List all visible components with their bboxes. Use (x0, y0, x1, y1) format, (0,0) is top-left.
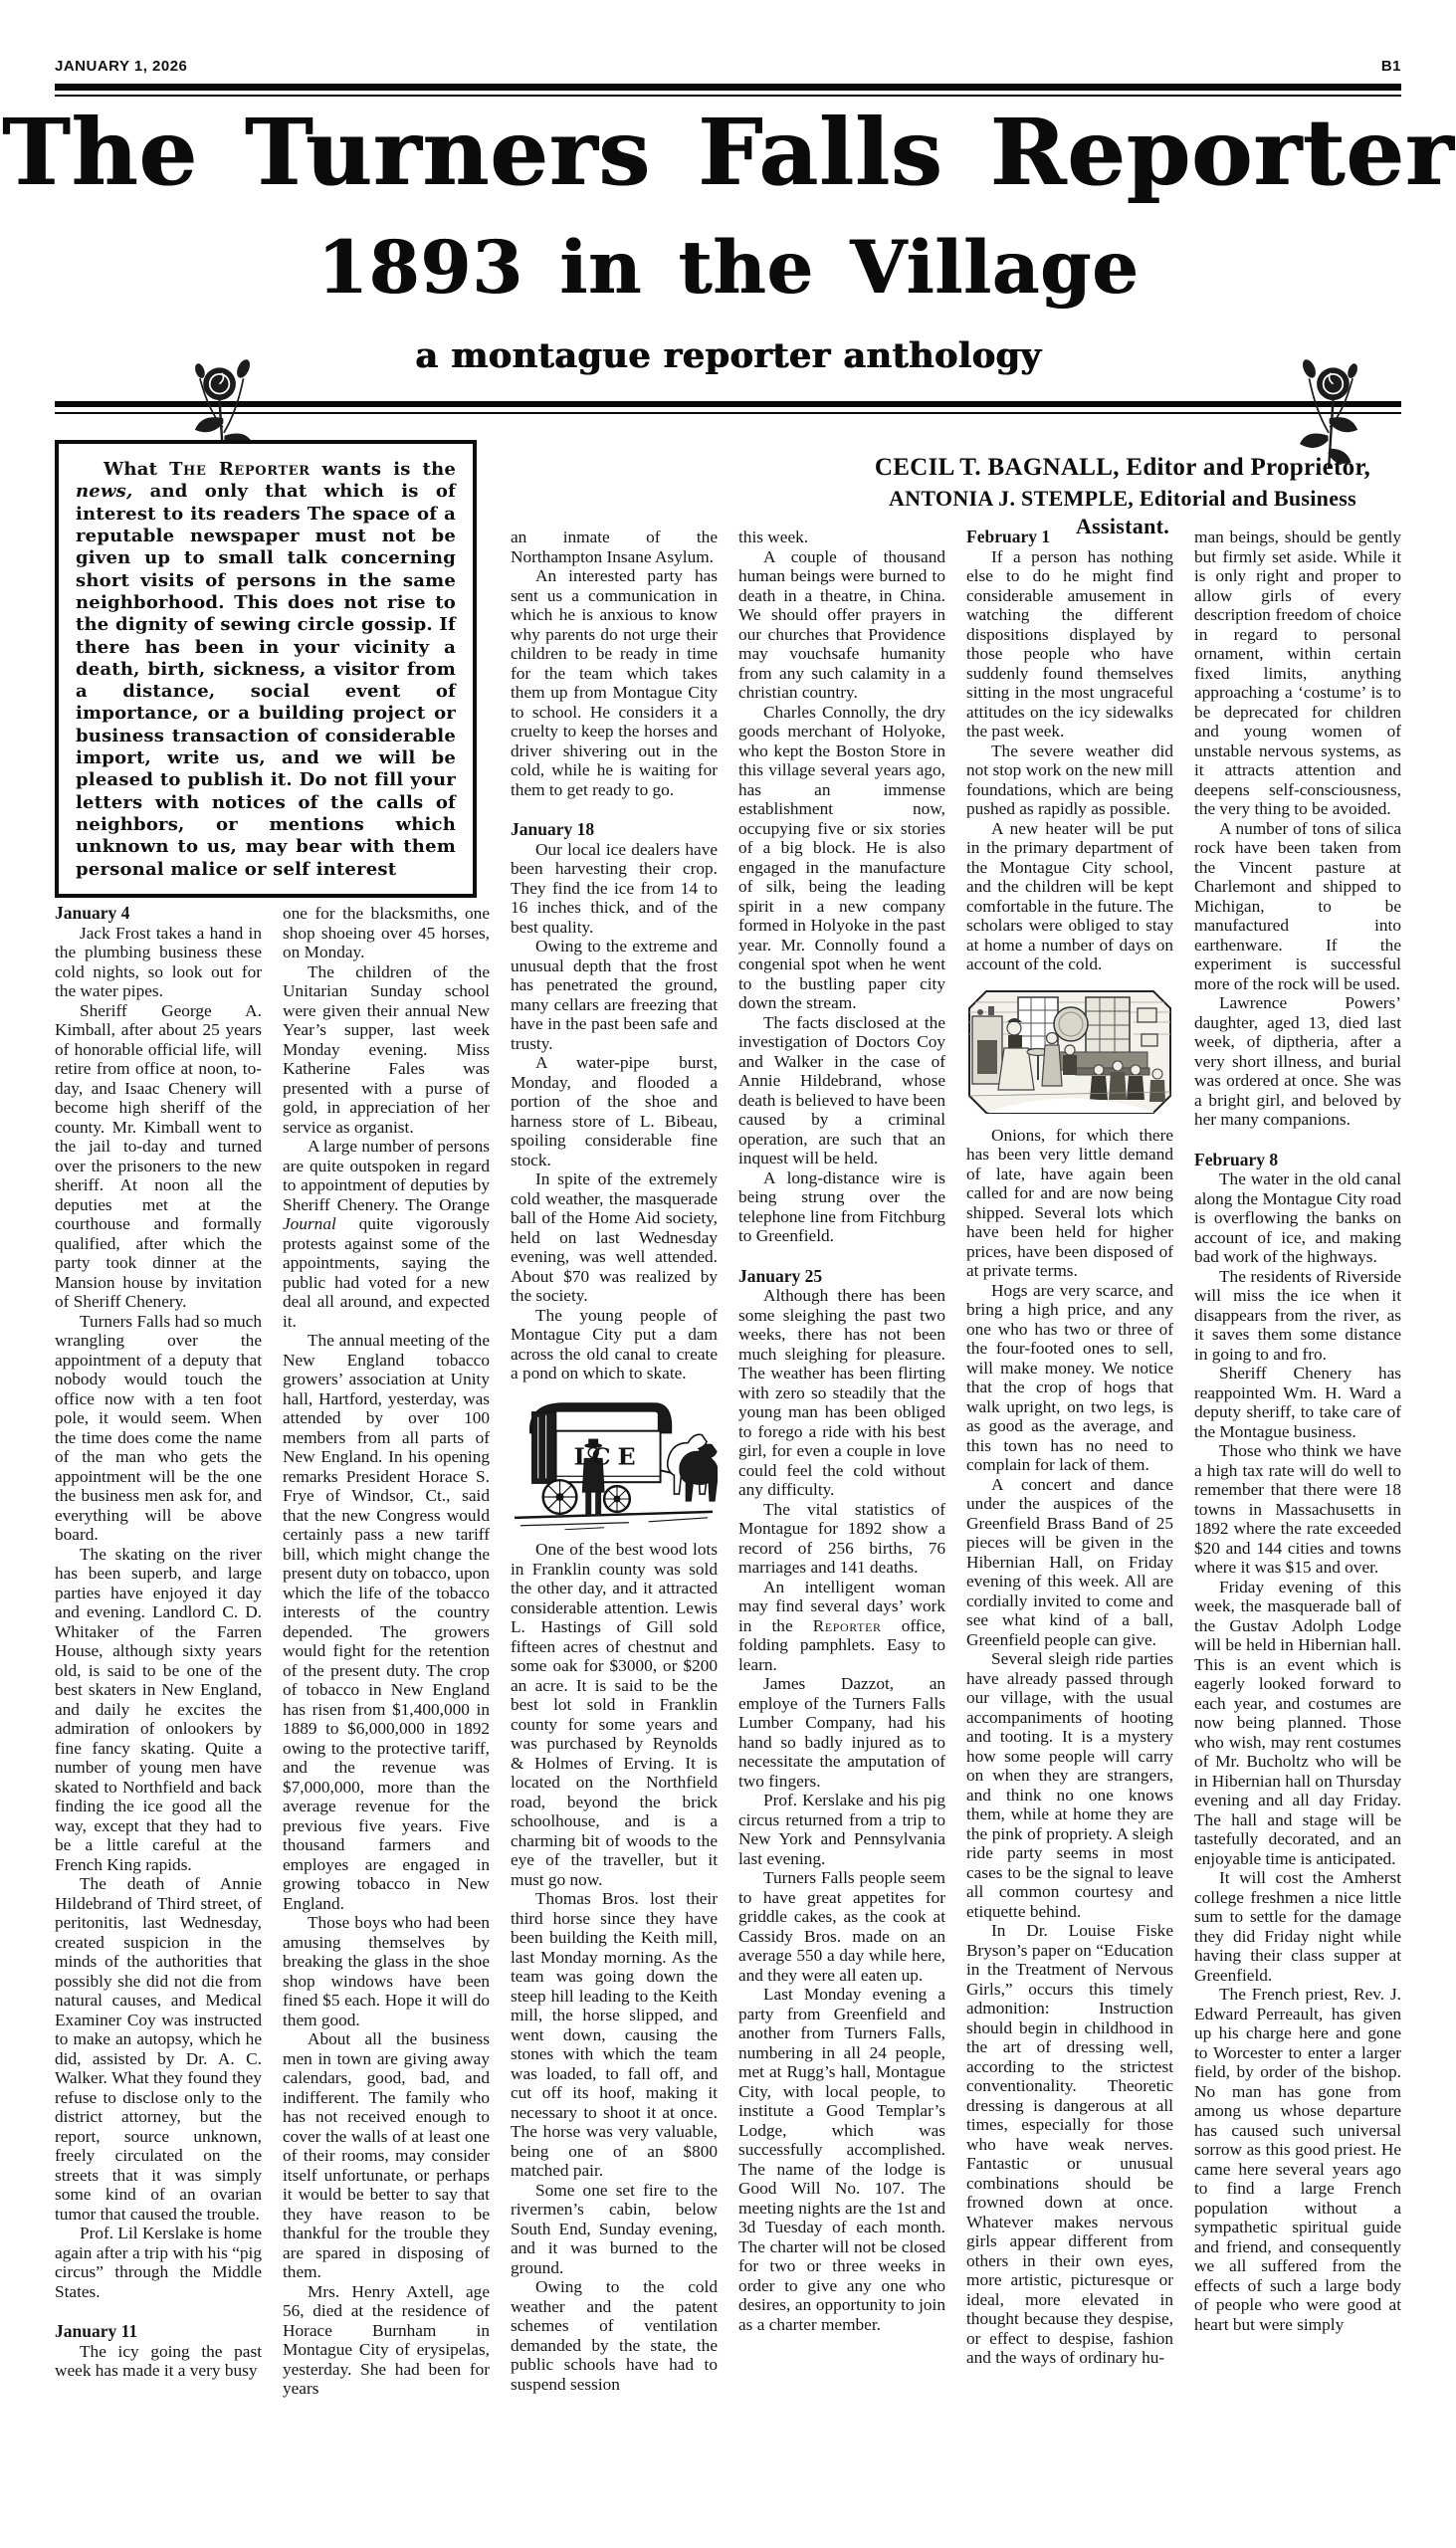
article-paragraph: Prof. Lil Kerslake is home again after a trip with his “pig circus” through the Middle States. (55, 2224, 262, 2301)
article-paragraph: The water in the old canal along the Montague City road is overflowing the banks on account of ice, and making bad work of the highways. (1194, 1169, 1401, 1267)
article-paragraph: Thomas Bros. lost their third horse since they have been building the Keith mill, last Monday morning. As the team was going down the steep hill leading to the Keith mill, the horse slipped, and went down, causing the stones with which the team was loaded, to fall off, and cut off its hoof, making it necessary to shoot it at once. The horse was very valuable, being one of an $800 matched pair. (511, 1889, 718, 2181)
masthead-subtitle: 1893 in the Village (316, 224, 1140, 311)
page-body (55, 414, 1401, 2519)
column-3 (511, 414, 718, 2519)
issue-date: JANUARY 1, 2026 (55, 58, 188, 75)
article-paragraph: Charles Connolly, the dry goods merchant of Holyoke, who kept the Boston Store in this village several years ago, has an immense establishment now, occupying five or six stories of a big block. He is also engaged in the manufacture of silk, being the leading spirit in a new company formed in Holyoke in the past year. Mr. Connolly found a congenial spot when he went to the bustling paper city down the stream. (738, 702, 945, 1013)
parlor-scene-illustration (966, 988, 1173, 1116)
article-paragraph: A concert and dance under the auspices of the Greenfield Brass Band of 25 pieces will be given in the Hibernian Hall, on Friday evening of this week. All are cordially invited to come and see what kind of a ball, Greenfield people can give. (966, 1474, 1173, 1649)
date-heading: January 18 (511, 819, 595, 840)
folio-row (0, 0, 1456, 84)
article-paragraph: Friday evening of this week, the masquerade ball of the Gustav Adolph Lodge will be held in Hibernian hall. This is an event which is eagerly looked forward to each year, and costumes are now being planned. Those who wish, may rent costumes of Mr. Bucholtz who will be in Hibernian hall on Thursday evening and all day Friday. The hall and stage will be tastefully decorated, and an enjoyable time is anticipated. (1194, 1577, 1401, 1868)
page-number: B1 (1380, 58, 1401, 75)
article-paragraph: A large number of persons are quite outspoken in regard to appointment of deputies by Sheriff Chenery. The Orange Journal quite vigorously protests against some of the appointments, saying the public had voted for a new deal all around, and expected it. (283, 1137, 491, 1331)
ice-wagon-label: ICE (573, 1441, 643, 1470)
article-paragraph: Several sleigh ride parties have already passed through our village, with the usual accompaniments of hooting and tooting. It is a mystery how some people will carry on when they are strangers, and think no one knows them, while at home they are the pink of propriety. A sleigh ride party seems in most cases to be the signal to leave all common courtesy and etiquette behind. (966, 1649, 1173, 1921)
article-paragraph: Those who think we have a high tax rate will do well to remember that there were 18 towns in Massachusetts in 1892 where the rate exceeded $20 and 144 cities and towns where it was $15 and over. (1194, 1441, 1401, 1578)
article-paragraph: A couple of thousand human beings were burned to death in a theatre, in China. We should offer prayers in our churches that Providence may vouchsafe humanity from any such calamity in a christian country. (738, 546, 945, 703)
editor-role: Editor and Proprietor, (1119, 454, 1371, 482)
article-paragraph: A water-pipe burst, Monday, and flooded a portion of the shoe and harness store of L. Bibeau, spoiling considerable fine stock. (511, 1053, 718, 1169)
article-paragraph: A new heater will be put in the primary department of the Montague City school, and the children will be kept comfortable in the future. The scholars were obliged to stay at home a number of days on account of the cold. (966, 818, 1173, 974)
article-paragraph: The death of Annie Hildebrand of Third street, of peritonitis, last Wednesday, created suspicion in the minds of the authorities that possibly she did not die from natural causes, and Medical Examiner Coy was instructed to make an autopsy, which he did, assisted by Dr. A. C. Walker. What they found they refuse to disclose only to the district attorney, but the report, source unknown, freely circulated on the streets that it was simply some kind of an ovarian tumor that caused the trouble. (55, 1874, 262, 2224)
article-paragraph: An intelligent woman may find several days’ work in the Reporter office, folding pamphlets. Easy to learn. (738, 1577, 946, 1674)
article-paragraph: Our local ice dealers have been harvesting their crop. They find the ice from 14 to 16 inches thick, and of the best quality. (511, 839, 718, 937)
article-paragraph: It will cost the Amherst college freshmen a nice little sum to settle for the damage they did Friday night while having their class supper at Greenfield. (1194, 1868, 1401, 1985)
masthead-title: The Turners Falls Reporter (1, 99, 1455, 206)
date-heading: January 25 (738, 1265, 823, 1286)
article-paragraph: Owing to the cold weather and the patent schemes of ventilation demanded by the state, the public schools have had to suspend session (511, 2277, 718, 2394)
column-4 (738, 414, 945, 2519)
article-paragraph: Some one set fire to the rivermen’s cabin, below South End, Sunday evening, and it was burned to the ground. (511, 2180, 718, 2277)
article-paragraph: A number of tons of silica rock have been taken from the Vincent pasture at Charlemont and shipped to Michigan, to be manufactured into earthenware. If the experiment is successful more of the rock will be used. (1194, 818, 1401, 993)
article-paragraph: Jack Frost takes a hand in the plumbing business these cold nights, so look out for the water pipes. (55, 923, 262, 1001)
article-paragraph: The French priest, Rev. J. Edward Perreault, has given up his charge here and gone to Worcester to enter a larger field, by order of the bishop. No man has gone from among us whose departure has caused such universal sorrow as this good priest. He came here several years ago to find a large French population without a sympathetic spiritual guide and friend, and consequently we all suffered from the effects of such a large body of people who were good at heart but were simply (1194, 1985, 1401, 2334)
masthead (0, 99, 1456, 376)
date-heading: February 1 (966, 527, 1051, 547)
article-paragraph: Sheriff Chenery has reappointed Wm. H. Ward a deputy sheriff, to take care of the Montague business. (1194, 1364, 1401, 1441)
article-paragraph: The young people of Montague City put a dam across the old canal to create a pond on which to skate. (511, 1305, 718, 1383)
article-paragraph: Last Monday evening a party from Greenfield and another from Turners Falls, numbering in all 24 people, met at Rugg’s hall, Montague City, with local people, to institute a Good Templar’s Lodge, which was successfully accomplished. The name of the lodge is Good Will No. 107. The meeting nights are the 1st and 3d Tuesday of each month. The charter will not be closed for two or three weeks in order to give any one who desires, an opportunity to join as a charter member. (738, 1985, 945, 2334)
article-paragraph: Onions, for which there has been very little demand of late, have again been called for and are now being shipped. Several lots which have been held for higher prices, have been disposed of at private terms. (966, 1125, 1173, 1281)
article-paragraph: One of the best wood lots in Franklin county was sold the other day, and it attracted considerable attention. Lewis L. Hastings of Gill sold fifteen acres of chestnut and some oak for $3000, or $200 an acre. It is said to be the best lot sold in Franklin county for some years and was purchased by Reynolds & Holmes of Erving. It is located on the Northfield road, beyond the brick schoolhouse, and is a charming bit of woods to the eye of the traveller, but it must go now. (511, 1540, 718, 1889)
article-paragraph: Turners Falls people seem to have great appetites for griddle cakes, as the cook at Cassidy Bros. made on an average 550 a day while here, and they were all eaten up. (738, 1868, 945, 1985)
ice-wagon-illustration (511, 1397, 718, 1531)
article-paragraph: Although there has been some sleighing the past two weeks, there has not been much sleighing for pleasure. The weather has been flirting with zero so steadily that the young man has been obliged to forego a ride with his best girl, for even a couple in love could feel the cold without any difficulty. (738, 1286, 945, 1500)
article-paragraph: An interested party has sent us a communication in which he is anxious to know why parents do not urge their children to be ready in time for the team which takes them up from Montague City to school. He considers it a cruelty to keep the horses and driver shivering out in the cold, while he is waiting for them to get ready to go. (511, 566, 718, 799)
article-paragraph: Prof. Kerslake and his pig circus returned from a trip to New York and Pennsylvania last evening. (738, 1791, 945, 1868)
article-paragraph: one for the blacksmiths, one shop shoeing over 45 horses, on Monday. (283, 904, 490, 962)
article-paragraph: Those boys who had been amusing themselves by breaking the glass in the shoe shop windows have been fined $5 each. Hope it will do them good. (283, 1913, 490, 2029)
assistant-credit-line (844, 485, 1401, 541)
editor-credit-line (844, 452, 1401, 485)
article-paragraph: Hogs are very scarce, and bring a high price, and any one who has two or three of the four-footed ones to sell, will make money. We notice that the crop of hogs that walk upright, on two legs, is as good as the average, and this town has no need to complain for lack of them. (966, 1280, 1173, 1475)
article-paragraph: The residents of Riverside will miss the ice when it disappears from the river, as it saves them some distance in going to and fro. (1194, 1266, 1401, 1364)
article-paragraph: Sheriff George A. Kimball, after about 25 years of honorable official life, will retire from office at noon, to-day, and Isaac Chenery will become high sheriff of the county. Mr. Kimball went to the jail to-day and turned over the prisoners to the new sheriff. At noon all the deputies met at the courthouse and formally qualified, after which the party took dinner at the Mansion house by invitation of Sheriff Chenery. (55, 1000, 262, 1312)
date-heading: January 4 (55, 903, 130, 924)
article-paragraph: Owing to the extreme and unusual depth that the frost has penetrated the ground, many cellars are freezing that have in the past been safe and trusty. (511, 937, 718, 1053)
ice-wagon-drawing (511, 1397, 718, 1531)
masthead-tagline: a montague reporter anthology (415, 334, 1041, 376)
article-paragraph: an inmate of the Northampton Insane Asylum. (511, 528, 718, 566)
article-paragraph: The icy going the past week has made it a very busy (55, 2341, 262, 2381)
article-paragraph: The vital statistics of Montague for 1892 show a record of 256 births, 76 marriages and 141 deaths. (738, 1499, 945, 1578)
column-6 (1194, 414, 1401, 2519)
article-paragraph: The annual meeting of the New England tobacco growers’ association at Unity hall, Hartford, yesterday, was attended by over 100 members from all parts of New England. In his opening remarks President Horace S. Frye of Windsor, Ct., said that the new Congress would certainly pass a new tariff bill, which might change the present duty on tobacco, upon which the life of the tobacco interests of the country depended. The growers would fight for the retention of the present duty. The crop of tobacco in New England has risen from $1,400,000 in 1889 to $6,000,000 in 1892 owing to the protective tariff, and the revenue was $7,000,000, more than the average revenue for the previous five years. Five thousand farmers and employes are engaged in growing tobacco in New England. (283, 1331, 490, 1913)
article-paragraph: this week. (738, 528, 809, 547)
assistant-name: ANTONIA J. STEMPLE, (888, 485, 1135, 511)
article-paragraph: Mrs. Henry Axtell, age 56, died at the residence of Horace Burnham in Montague City of erysipelas, yesterday. She had been for years (283, 2281, 490, 2399)
parlor-scene-drawing (966, 988, 1173, 1116)
article-paragraph: The facts disclosed at the investigation of Doctors Coy and Walker in the case of Annie Hildebrand, whose death is believed to have been caused by a criminal operation, are such that an inquest will be held. (738, 1012, 945, 1168)
article-paragraph: A long-distance wire is being strung over the telephone line from Fitchburg to Greenfield. (738, 1168, 945, 1246)
article-paragraph: If a person has nothing else to do he might find considerable amusement in watching the different dispositions displayed by those people who have suddenly found themselves sitting in the most ungraceful attitudes on the icy sidewalks the past week. (966, 546, 1173, 742)
article-paragraph: James Dazzot, an employe of the Turners Falls Lumber Company, had his hand so badly injured as to necessitate the amputation of two fingers. (738, 1674, 945, 1791)
column-5 (966, 414, 1173, 2519)
top-rule-thick (55, 84, 1401, 91)
article-paragraph: man beings, should be gently but firmly set aside. While it is only right and proper to allow girls of every description freedom of choice in regard to personal ornament, within certain fixed limits, anything approaching a ‘costume’ is to be deprecated for children and young women of unstable nervous systems, as it attracts attention and deepens self-consciousness, the very thing to be avoided. (1194, 528, 1401, 819)
editor-name: CECIL T. BAGNALL, (874, 454, 1120, 482)
article-paragraph: Lawrence Powers’ daughter, aged 13, died last week, of diptheria, after a very short illness, and burial was ordered at once. She was a bright girl, and beloved by her many companions. (1194, 993, 1401, 1130)
editor-credits (844, 452, 1401, 541)
assistant-role: Editorial and Business Assistant. (1075, 485, 1357, 539)
top-rule-thin (55, 95, 1401, 97)
mission-statement-box (55, 440, 477, 898)
date-heading: January 11 (55, 2321, 138, 2342)
article-paragraph: Turners Falls had so much wrangling over the appointment of a deputy that nobody would touch the office now with a ten foot pole, it would seem. When the time does come the name of the man who gets the appointment will be the one the business men ask for, and everything will be above board. (55, 1311, 262, 1545)
article-paragraph: The children of the Unitarian Sunday school were given their annual New Year’s supper, last week Monday evening. Miss Katherine Fales was presented with a purse of gold, in appreciation of her service as organist. (283, 961, 490, 1137)
mission-statement-text: What The Reporter wants is the news, and only that which is of interest to its readers The space of a reputable newspaper must not be given up to small talk concerning short visits of persons in the same neighborhood. This does not rise to the dignity of sewing circle gossip. If there has been in your vicinity a death, birth, sickness, a visitor from a distance, social event of importance, or a building project or business transaction of considerable import, write us, and we will be pleased to publish it. Do not fill your letters with notices of the calls of neighbors, or mentions which unknown to us, may bear with them personal malice or self interest (76, 459, 457, 880)
date-heading: February 8 (1194, 1149, 1279, 1169)
article-paragraph: The severe weather did not stop work on the new mill foundations, which are being pushed as rapidly as possible. (966, 741, 1173, 819)
article-paragraph: In Dr. Louise Fiske Bryson’s paper on “Education in the Treatment of Nervous Girls,” occurs this timely admonition: Instruction should begin in childhood in the art of dressing well, according to the strictest conventionality. Theoretic dressing is dangerous at all times, especially for those who have weak nerves. Fantastic or unusual combinations should be frowned down at once. Whatever makes nervous girls appear different from others in their own eyes, more artistic, picturesque or ideal, more elevated in thought because they despise, or effect to despise, fashion and the ways of ordinary hu- (966, 1921, 1173, 2368)
article-paragraph: In spite of the extremely cold weather, the masquerade ball of the Home Aid society, held on last Wednesday evening, was well attended. About $70 was realized by the society. (511, 1169, 718, 1306)
article-paragraph: About all the business men in town are giving away calendars, good, bad, and indifferent. The family who has not received enough to cover the walls of at least one of their rooms, may consider itself unfortunate, or perhaps it would be better to say that they have reason to be thankful for the trouble they are spared in disposing of them. (283, 2029, 490, 2282)
article-paragraph: The skating on the river has been superb, and large parties have enjoyed it day and evening. Landlord C. D. Whitaker of the Farren House, although sixty years old, is said to be one of the best skaters in New England, and daily he excites the admiration of onlookers by fine fancy skating. Quite a number of young men have skated to Northfield and back finding the ice good all the way, except that they had to be a little careful at the French King rapids. (55, 1544, 262, 1874)
